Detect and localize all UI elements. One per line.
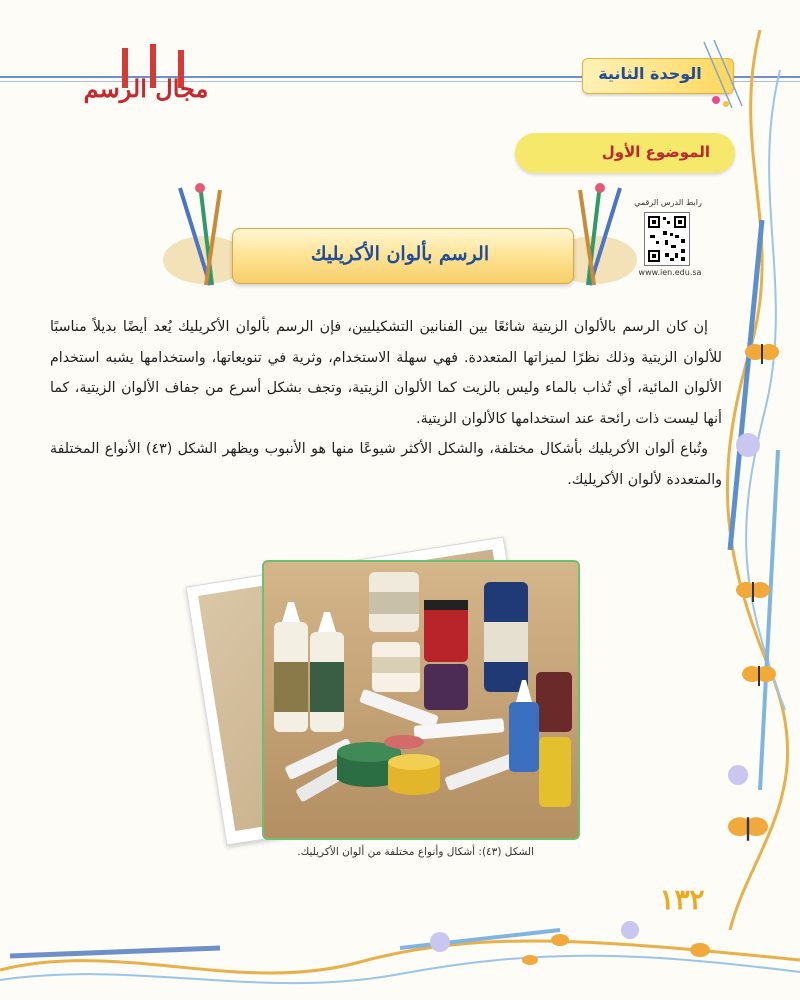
- vine-border-bottom: [0, 900, 800, 1000]
- qr-url: www.ien.edu.sa: [638, 268, 702, 277]
- butterfly-icon: [742, 662, 776, 690]
- acrylic-paints-illustration: [264, 562, 578, 838]
- body-text: [50, 312, 722, 495]
- unit-label: الوحدة الثانية: [598, 64, 702, 83]
- butterfly-icon: [736, 578, 770, 606]
- vine-border-right: [690, 30, 800, 930]
- body-paragraph: إن كان الرسم بالألوان الزيتية شائعًا بين الفنانين التشكيليين، فإن الرسم بألوان الأكريليك يُعد أيضًا بديلاً مناسبًا للألوان الزيتية وذلك نظرًا لميزاتها المتعددة. فهي سهلة الاستخدام، وثرية في تنويعاتها، واستخدامها يشبه استخدام الألوان المائية، أي تُذاب بالماء وليس بالزيت كما الألوان الزيتية، وتجف بشكل أسرع من جفاف الألوان الزيتية، كما أنها ليست ذات رائحة عند استخدامها كالألوان الزيتية.: [50, 319, 722, 427]
- qr-code-icon: [645, 213, 689, 265]
- lesson-title: الرسم بألوان الأكريليك: [310, 243, 490, 265]
- field-title: مجال الرسم: [83, 74, 209, 103]
- page-number: ١٣٢: [659, 883, 705, 916]
- topic-label: الموضوع الأول: [601, 143, 710, 161]
- butterfly-icon: [728, 812, 768, 846]
- body-paragraph: وتُباع ألوان الأكريليك بأشكال مختلفة، والشكل الأكثر شيوعًا منها هو الأنبوب ويظهر الشكل (٤٣) الأنواع المختلفة والمتعددة لألوان الأكريليك.: [50, 441, 722, 488]
- figure-caption: الشكل (٤٣): أشكال وأنواع مختلفة من ألوان الأكريليك.: [297, 846, 534, 858]
- acrylic-paints-photo: [262, 560, 580, 840]
- qr-code[interactable]: [644, 212, 690, 266]
- qr-caption: رابط الدرس الرقمي: [634, 198, 702, 207]
- butterfly-icon: [745, 340, 779, 368]
